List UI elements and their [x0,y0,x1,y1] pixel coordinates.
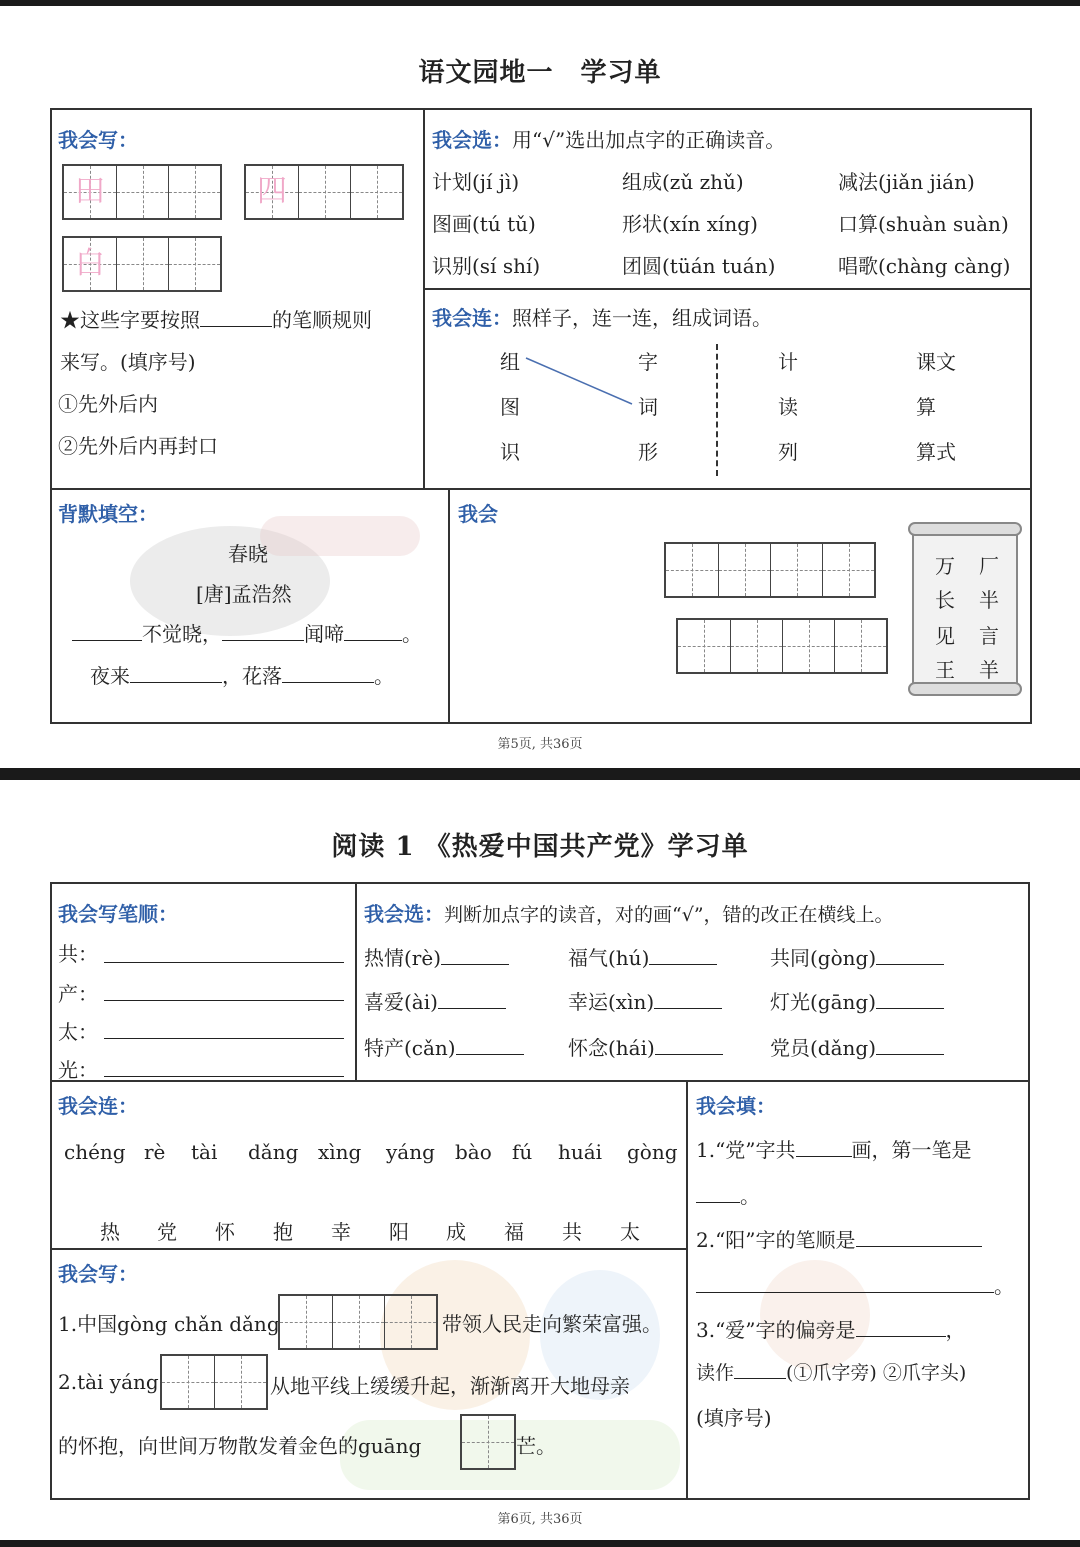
answer-line[interactable] [104,1038,344,1039]
sentence-text: 带领人民走向繁荣富强。 [442,1312,662,1336]
divider [716,344,718,476]
instruction-text: 判断加点字的读音，对的画“√”，错的改正在横线上。 [444,904,894,926]
page-footer: 第6页, 共36页 [497,1512,583,1527]
stroke-char-label: 产： [58,982,98,1006]
match-char[interactable]: 形 [638,440,658,464]
section-heading: 我会 [458,502,498,526]
choice-item[interactable]: 团圆(tüán tuán) [622,254,776,278]
sentence-text: 芒。 [516,1434,556,1458]
instruction-text: 照样子，连一连，组成词语。 [512,306,772,330]
match-char[interactable]: 计 [778,350,798,374]
judge-item[interactable]: 幸运(xìn) [568,986,722,1015]
choice-item[interactable]: 形状(xín xíng) [622,212,758,236]
judge-item[interactable]: 怀念(hái) [568,1032,723,1061]
poem-line: 夜来 ，花落 。 [90,664,394,688]
sentence-text: 1.中国gòng chǎn dǎng [58,1312,280,1336]
answer-line[interactable] [104,1076,344,1077]
section-heading: 我会写： [58,128,138,152]
section-heading: 我会连： [58,1094,138,1118]
instruction-text: ★这些字要按照 的笔顺规则 [60,308,372,332]
match-char[interactable]: 词 [638,395,658,419]
option-text: ①先外后内 [58,392,158,416]
answer-grid[interactable] [664,542,876,598]
trace-char: 四 [257,174,287,209]
section-heading: 我会填： [696,1094,776,1118]
choice-item[interactable]: 唱歌(chàng càng) [838,254,1011,278]
answer-grid[interactable] [460,1414,516,1470]
sentence-text: 的怀抱，向世间万物散发着金色的guāng [58,1434,422,1458]
choice-item[interactable]: 口算(shuàn suàn) [838,212,1009,236]
question-text: 3.“爱”字的偏旁是 ， [696,1318,966,1342]
choice-item[interactable]: 识别(sí shí) [432,254,541,278]
match-char[interactable]: 读 [778,395,798,419]
match-char[interactable]: 组 [500,350,520,374]
char-item[interactable]: 抱 [273,1220,293,1244]
section-heading: 我会选： [432,128,512,152]
question-text: 读作 (①爪字旁) ②爪字头) [696,1362,967,1384]
match-char[interactable]: 字 [638,350,658,374]
choice-item[interactable]: 组成(zǔ zhǔ) [622,170,744,194]
stroke-char-label: 太： [58,1020,98,1044]
match-char[interactable]: 识 [500,440,520,464]
page-title: 阅读 1 《热爱中国共产党》学习单 [331,832,749,862]
worksheet-page-1 [0,6,1080,768]
question-text: 。 [696,1270,1014,1299]
decorative-branch-image [260,516,420,556]
judge-item[interactable]: 灯光(gāng) [770,986,944,1015]
question-text: (填序号) [696,1406,772,1430]
section-heading: 背默填空： [58,502,158,526]
pinyin-item[interactable]: dǎng [248,1140,299,1164]
answer-line[interactable] [104,1000,344,1001]
choice-item[interactable]: 减法(jiǎn jián) [838,170,975,194]
choice-item[interactable]: 计划(jí jì) [432,170,520,194]
stroke-char-label: 共： [58,942,98,966]
section-heading: 我会写： [58,1262,138,1286]
poem-line: 不觉晓， 闻啼 。 [72,618,422,647]
writing-grid [62,236,222,292]
poem-author: [唐]孟浩然 [196,582,292,606]
char-item[interactable]: 党 [157,1220,177,1244]
instruction-text: 用“√”选出加点字的正确读音。 [512,128,786,152]
judge-item[interactable]: 热情(rè) [364,942,509,971]
judge-item[interactable]: 福气(hú) [568,942,717,971]
sentence-text: 2.tài yáng [58,1370,159,1394]
char-item[interactable]: 共 [562,1220,582,1244]
match-word[interactable]: 算 [916,395,936,419]
section-heading: 我会写笔顺： [58,902,178,926]
worksheet-page-2 [0,780,1080,1540]
judge-item[interactable]: 党员(dǎng) [770,1032,944,1061]
pinyin-item[interactable]: yáng [386,1140,435,1164]
pinyin-item[interactable]: fú [512,1140,533,1164]
stroke-char-label: 光： [58,1058,98,1082]
char-item[interactable]: 阳 [389,1220,409,1244]
pinyin-item[interactable]: xìng [318,1140,362,1164]
writing-grid [62,164,222,220]
pinyin-item[interactable]: gòng [627,1140,678,1164]
answer-grid[interactable] [278,1294,438,1350]
match-char[interactable]: 图 [500,395,520,419]
judge-item[interactable]: 共同(gòng) [770,942,944,971]
question-text: 1.“党”字共 画，第一笔是 [696,1138,972,1162]
pinyin-item[interactable]: chéng [64,1140,126,1164]
answer-grid[interactable] [676,618,888,674]
poem-title: 春晓 [228,542,268,566]
char-item[interactable]: 热 [100,1220,120,1244]
answer-line[interactable] [104,962,344,963]
char-item[interactable]: 福 [504,1220,524,1244]
example-connection-line [520,346,640,416]
pinyin-item[interactable]: bào [455,1140,492,1164]
pinyin-item[interactable]: tài [191,1140,218,1164]
char-item[interactable]: 幸 [331,1220,351,1244]
sentence-text: 从地平线上缓缓升起，渐渐离开大地母亲 [270,1374,630,1398]
match-word[interactable]: 课文 [916,350,956,374]
judge-item[interactable]: 喜爱(ài) [364,986,506,1015]
section-heading: 我会连： [432,306,512,330]
pinyin-item[interactable]: rè [144,1140,166,1164]
question-text: 。 [696,1180,760,1209]
trace-char: 田 [75,174,105,209]
question-text: 2.“阳”字的笔顺是 [696,1224,982,1253]
writing-grid [244,164,404,220]
section-heading: 我会选： [364,902,444,926]
match-word[interactable]: 算式 [916,440,956,464]
instruction-text: 来写。(填序号) [60,350,196,374]
option-text: ②先外后内再封口 [58,434,218,458]
choice-item[interactable]: 图画(tú tǔ) [432,212,536,236]
pinyin-item[interactable]: huái [558,1140,603,1164]
page-footer: 第5页, 共36页 [497,737,583,752]
character-scroll: 万 厂 长 半 见 言 王 羊 [912,526,1018,692]
page-title: 语文园地一 学习单 [418,58,662,88]
char-item[interactable]: 成 [446,1220,466,1244]
char-item[interactable]: 太 [620,1220,640,1244]
answer-grid[interactable] [160,1354,268,1410]
trace-char: 白 [75,246,105,281]
judge-item[interactable]: 特产(cǎn) [364,1032,524,1061]
char-item[interactable]: 怀 [215,1220,235,1244]
match-char[interactable]: 列 [778,440,798,464]
